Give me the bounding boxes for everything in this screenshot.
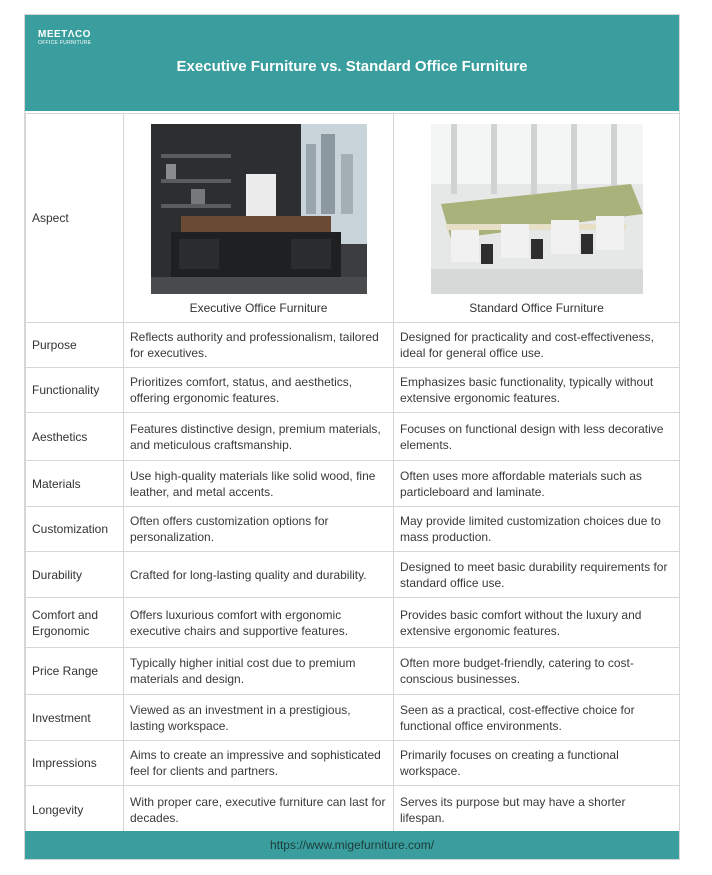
standard-column-caption: Standard Office Furniture (469, 301, 604, 315)
row-executive-cell: Viewed as an investment in a prestigious, lasting workspace. (124, 695, 394, 741)
executive-column-caption: Executive Office Furniture (189, 301, 328, 315)
row-aspect: Longevity (26, 786, 124, 834)
executive-column-header (124, 114, 394, 323)
table-row (26, 598, 680, 648)
row-standard-cell: Seen as a practical, cost-effective choice for functional office environments. (394, 695, 680, 741)
footer-url-link[interactable]: https://www.migefurniture.com/ (269, 838, 435, 852)
header-banner (25, 15, 679, 111)
row-executive-cell: Typically higher initial cost due to premium materials and design. (124, 648, 394, 695)
row-aspect: Functionality (26, 368, 124, 413)
table-row (26, 507, 680, 552)
standard-office-image (431, 124, 643, 294)
row-executive-cell: Reflects authority and professionalism, tailored for executives. (124, 323, 394, 368)
row-aspect: Investment (26, 695, 124, 741)
footer-url-bar (25, 831, 679, 859)
row-executive-cell: Offers luxurious comfort with ergonomic executive chairs and supportive features. (124, 598, 394, 648)
table-row (26, 741, 680, 786)
row-standard-cell: Serves its purpose but may have a shorter lifespan. (394, 786, 680, 834)
row-standard-cell: May provide limited customization choices due to mass production. (394, 507, 680, 552)
table-row (26, 323, 680, 368)
page-title: Executive Furniture vs. Standard Office Furniture (176, 58, 528, 75)
row-aspect: Price Range (26, 648, 124, 695)
row-standard-cell: Often more budget-friendly, catering to cost-conscious businesses. (394, 648, 680, 695)
table-row (26, 413, 680, 461)
logo-sub-text: OFFICE FURNITURE (38, 40, 92, 46)
standard-column-header (394, 114, 680, 323)
row-standard-cell: Designed to meet basic durability requirements for standard office use. (394, 552, 680, 598)
aspect-header: Aspect (26, 114, 124, 323)
brand-logo (38, 29, 91, 46)
row-aspect: Materials (26, 461, 124, 507)
table-row (26, 552, 680, 598)
table-row (26, 786, 680, 834)
table-row (26, 695, 680, 741)
row-executive-cell: Crafted for long-lasting quality and durability. (124, 552, 394, 598)
row-standard-cell: Designed for practicality and cost-effectiveness, ideal for general office use. (394, 323, 680, 368)
executive-office-image (151, 124, 367, 294)
row-standard-cell: Emphasizes basic functionality, typically without extensive ergonomic features. (394, 368, 680, 413)
row-aspect: Impressions (26, 741, 124, 786)
row-standard-cell: Focuses on functional design with less decorative elements. (394, 413, 680, 461)
table-row (26, 648, 680, 695)
row-executive-cell: Prioritizes comfort, status, and aesthetics, offering ergonomic features. (124, 368, 394, 413)
row-standard-cell: Primarily focuses on creating a functional workspace. (394, 741, 680, 786)
row-standard-cell: Provides basic comfort without the luxury and extensive ergonomic features. (394, 598, 680, 648)
row-executive-cell: Features distinctive design, premium materials, and meticulous craftsmanship. (124, 413, 394, 461)
row-executive-cell: Use high-quality materials like solid wood, fine leather, and metal accents. (124, 461, 394, 507)
row-aspect: Purpose (26, 323, 124, 368)
row-executive-cell: Aims to create an impressive and sophisticated feel for clients and partners. (124, 741, 394, 786)
row-executive-cell: With proper care, executive furniture can last for decades. (124, 786, 394, 834)
table-header-row (26, 114, 680, 323)
table-row (26, 461, 680, 507)
comparison-card (24, 14, 680, 860)
row-aspect: Durability (26, 552, 124, 598)
table-row (26, 368, 680, 413)
row-executive-cell: Often offers customization options for personalization. (124, 507, 394, 552)
row-aspect: Aesthetics (26, 413, 124, 461)
row-aspect: Customization (26, 507, 124, 552)
row-standard-cell: Often uses more affordable materials such as particleboard and laminate. (394, 461, 680, 507)
comparison-table (25, 113, 680, 834)
row-aspect: Comfort and Ergonomic (26, 598, 124, 648)
logo-main-text: MEETΛCO (38, 29, 91, 40)
